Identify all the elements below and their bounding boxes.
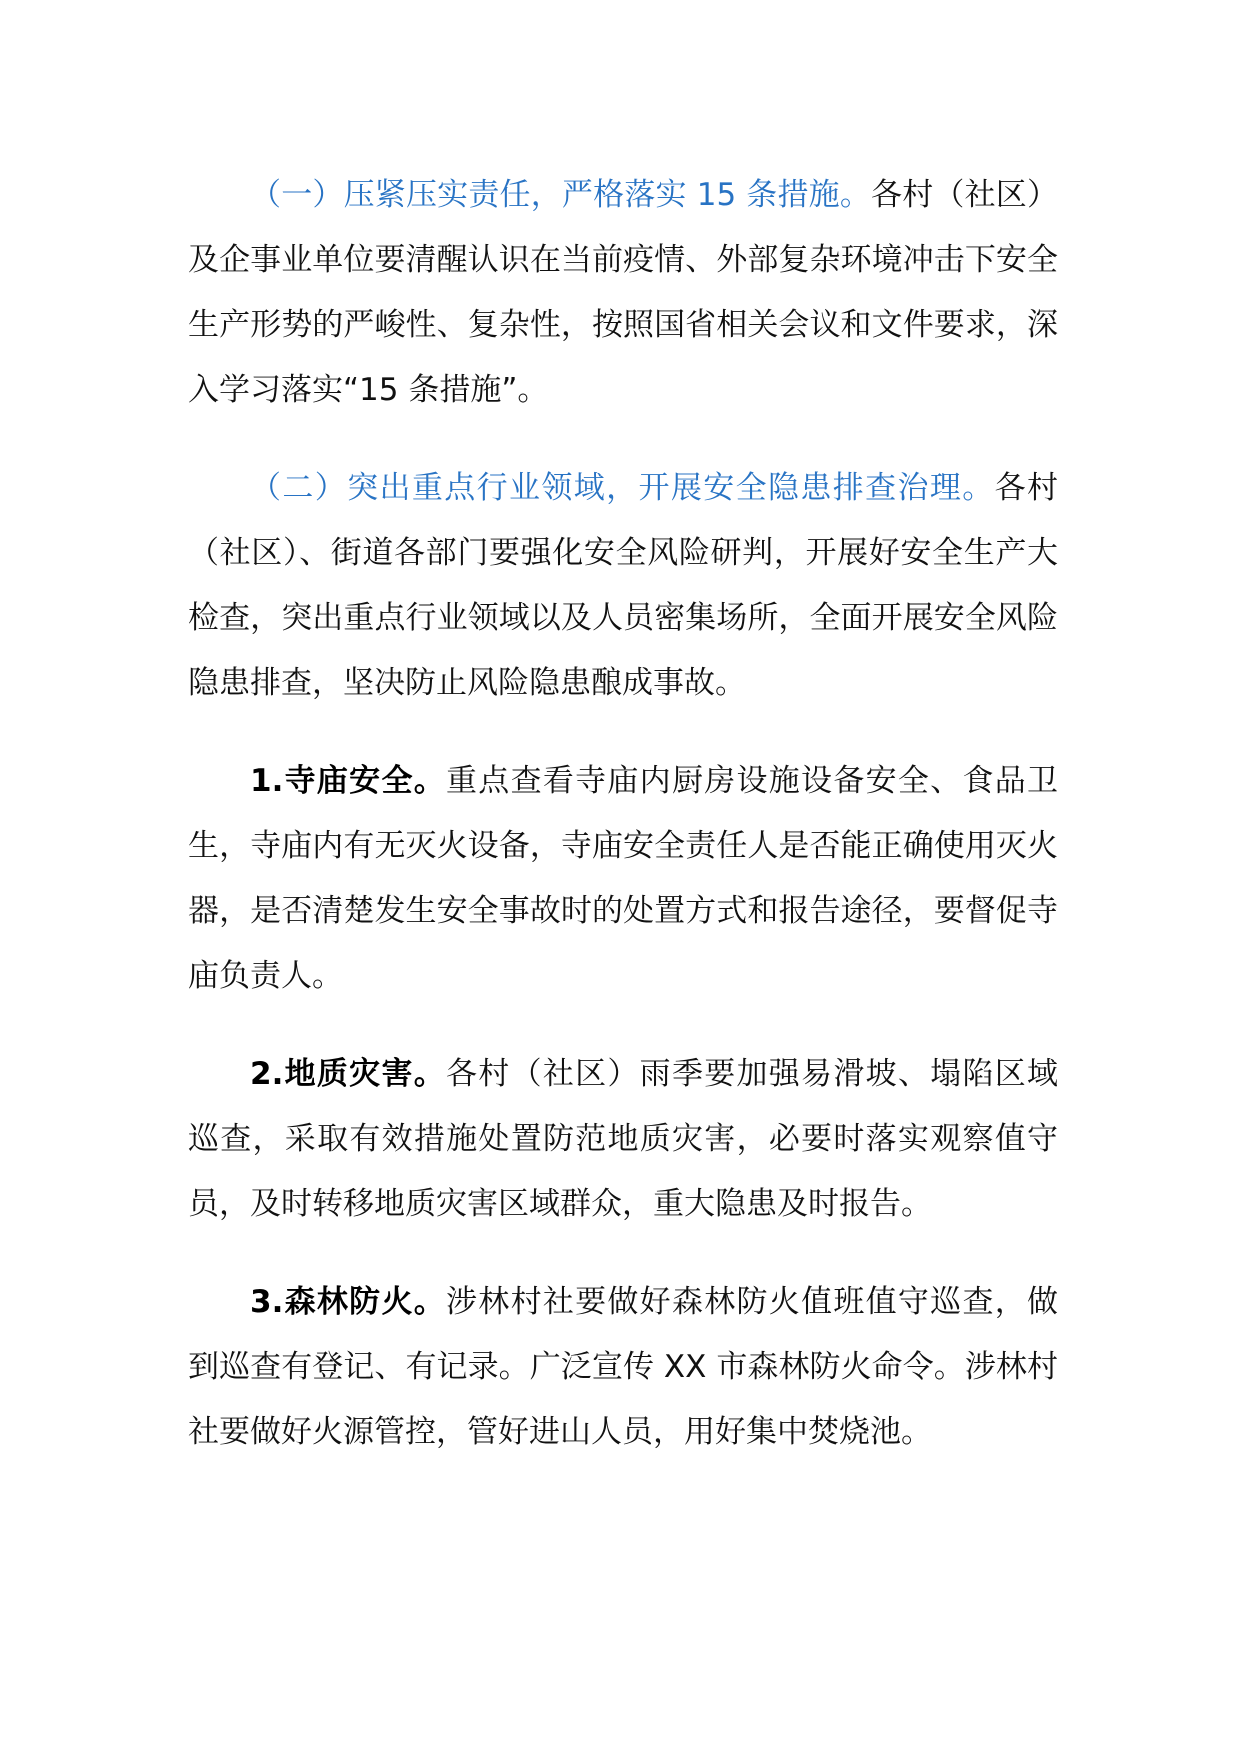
paragraph-forest-fire — [188, 1270, 1058, 1465]
paragraph-temple-safety — [188, 749, 1058, 1009]
item-heading-geology: 2.地质灾害。 — [250, 1056, 447, 1092]
paragraph-text: 各村（社区）及企事业单位要清醒认识在当前疫情、外部复杂环境冲击下安全生产形势的严峻性、复杂性，按照国省相关会议和文件要求，深入学习落实“15 条措施”。 — [188, 177, 1058, 408]
paragraph-text: 重点查看寺庙内厨房设施设备安全、食品卫生，寺庙内有无灭火设备，寺庙安全责任人是否能正确使用灭火器，是否清楚发生安全事故时的处置方式和报告途径，要督促寺庙负责人。 — [188, 763, 1058, 994]
paragraph-text: 各村（社区）、街道各部门要强化安全风险研判，开展好安全生产大检查，突出重点行业领域以及人员密集场所，全面开展安全风险隐患排查，坚决防止风险隐患酿成事故。 — [188, 470, 1058, 701]
document-body — [188, 163, 1058, 1498]
paragraph-hazard-inspection — [188, 456, 1058, 716]
paragraph-text: 各村（社区）雨季要加强易滑坡、塌陷区域巡查，采取有效措施处置防范地质灾害，必要时落实观察值守员，及时转移地质灾害区域群众，重大隐患及时报告。 — [188, 1056, 1058, 1222]
item-heading-temple: 1.寺庙安全。 — [250, 763, 447, 799]
item-heading-forest-fire: 3.森林防火。 — [250, 1284, 447, 1320]
paragraph-responsibility — [188, 163, 1058, 423]
paragraph-text: 涉林村社要做好森林防火值班值守巡查，做到巡查有登记、有记录。广泛宣传 XX 市森林防火命令。涉林村社要做好火源管控，管好进山人员，用好集中焚烧池。 — [188, 1284, 1058, 1450]
paragraph-geological-hazard — [188, 1042, 1058, 1237]
section-heading-2: （二）突出重点行业领域，开展安全隐患排查治理。 — [250, 470, 995, 506]
section-heading-1: （一）压紧压实责任，严格落实 15 条措施。 — [250, 177, 872, 213]
